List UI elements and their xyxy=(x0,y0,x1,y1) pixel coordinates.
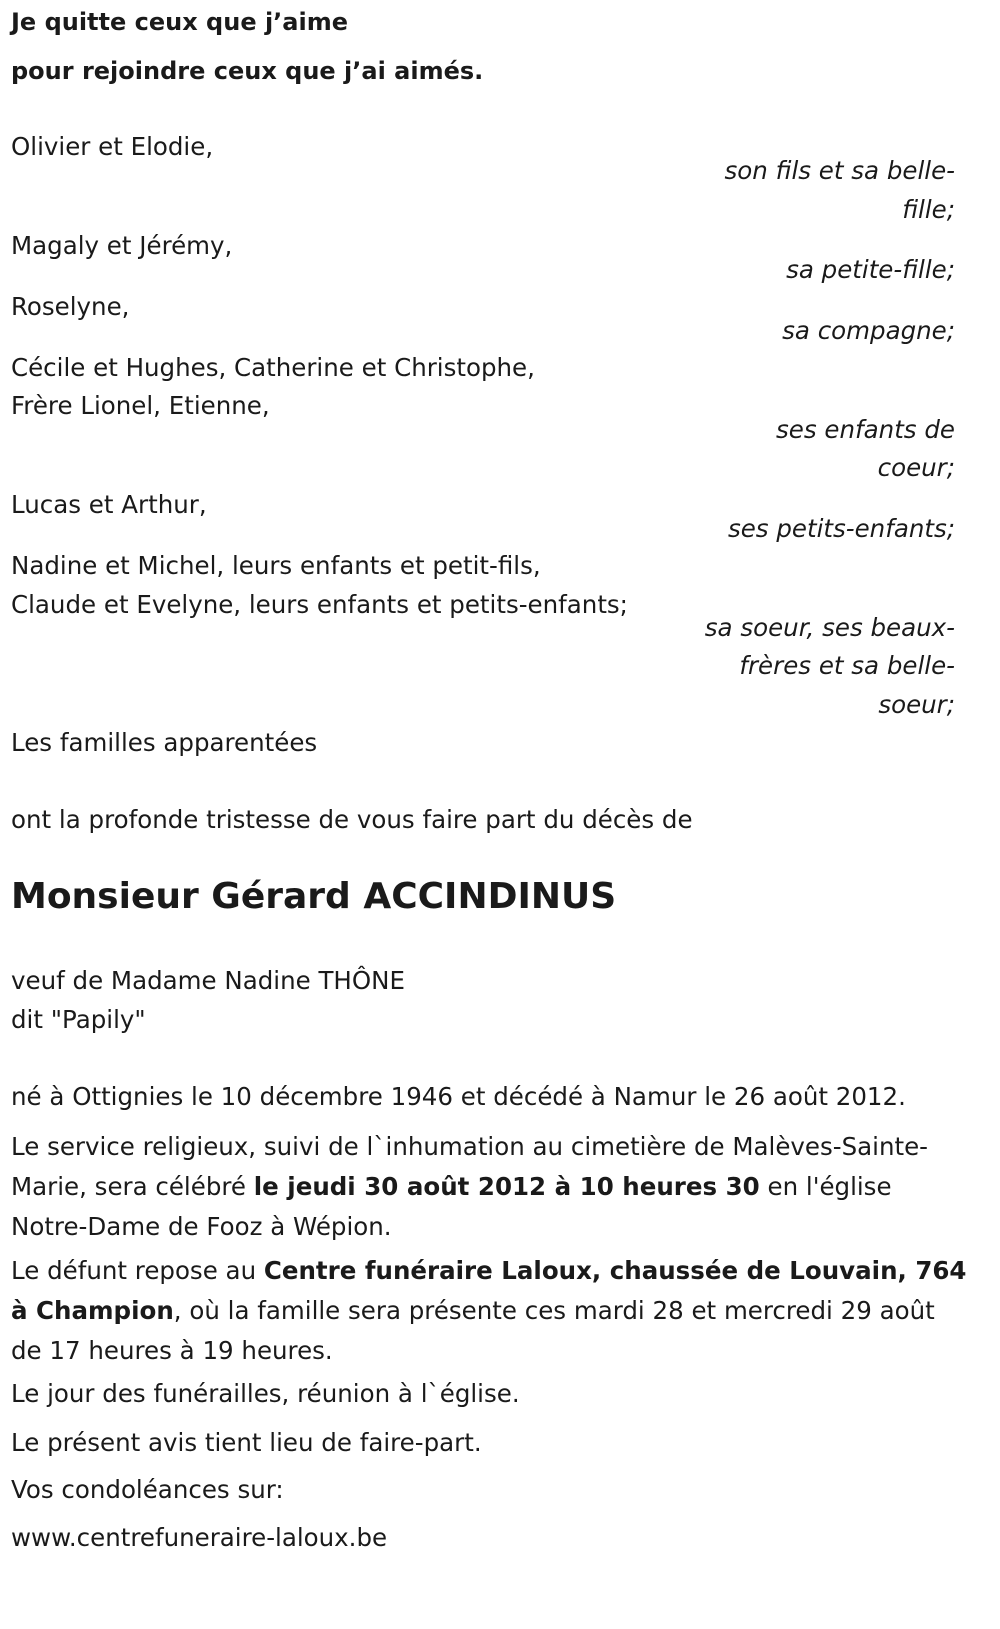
family-magaly: Magaly et Jérémy, xyxy=(11,231,233,260)
motto-line-2: pour rejoindre ceux que j’ai aimés. xyxy=(11,57,484,85)
condolences-line: Vos condoléances sur: xyxy=(11,1475,284,1504)
relation-son-cont: fille; xyxy=(902,195,955,224)
relation-siblings-cont: frères et sa belle- xyxy=(739,651,955,680)
repose-address: Centre funéraire Laloux, chaussée de Louvain, 764 à Champion xyxy=(11,1256,967,1325)
nickname-line: dit "Papily" xyxy=(11,1005,146,1034)
repose-paragraph xyxy=(11,1251,971,1371)
repose-text: Le défunt repose au xyxy=(11,1256,264,1285)
birth-death-line: né à Ottignies le 10 décembre 1946 et décédé à Namur le 26 août 2012. xyxy=(11,1082,906,1111)
family-roselyne: Roselyne, xyxy=(11,292,130,321)
repose-hours: , où la famille sera présente ces mardi 28 et mercredi 29 août de 17 heures à 19 heures. xyxy=(11,1296,935,1365)
website-link[interactable]: www.centrefuneraire-laloux.be xyxy=(11,1523,388,1552)
relation-children: ses enfants de xyxy=(776,415,955,444)
family-children-line-1: Cécile et Hughes, Catherine et Christophe, xyxy=(11,353,535,382)
family-grandchildren: Lucas et Arthur, xyxy=(11,490,207,519)
relation-siblings-end: soeur; xyxy=(878,690,955,719)
service-text: Le service religieux, suivi de l`inhumation au cimetière de Malèves-Sainte-Marie, sera célébré xyxy=(11,1132,929,1201)
announcement-text: ont la profonde tristesse de vous faire part du décès de xyxy=(11,805,693,834)
relation-grandchildren: ses petits-enfants; xyxy=(727,514,955,543)
deceased-name: Monsieur Gérard ACCINDINUS xyxy=(11,876,617,917)
relation-partner: sa compagne; xyxy=(782,316,955,345)
family-siblings-line-2: Claude et Evelyne, leurs enfants et petits-enfants; xyxy=(11,590,628,619)
motto-line-1: Je quitte ceux que j’aime xyxy=(11,8,349,36)
family-siblings-line-1: Nadine et Michel, leurs enfants et petit-fils, xyxy=(11,551,541,580)
service-location: en l'église Notre-Dame de Fooz à Wépion. xyxy=(11,1172,892,1241)
relation-siblings: sa soeur, ses beaux- xyxy=(704,613,955,642)
funeral-day-line: Le jour des funérailles, réunion à l`église. xyxy=(11,1379,520,1408)
family-olivier: Olivier et Elodie, xyxy=(11,132,214,161)
service-date: le jeudi 30 août 2012 à 10 heures 30 xyxy=(253,1172,760,1201)
family-children-line-2: Frère Lionel, Etienne, xyxy=(11,391,270,420)
family-related: Les familles apparentées xyxy=(11,728,318,757)
relation-son: son fils et sa belle- xyxy=(724,156,955,185)
relation-granddaughter: sa petite-fille; xyxy=(786,255,955,284)
notice-line: Le présent avis tient lieu de faire-part. xyxy=(11,1428,482,1457)
service-paragraph xyxy=(11,1127,971,1247)
widower-line: veuf de Madame Nadine THÔNE xyxy=(11,966,405,995)
relation-children-cont: coeur; xyxy=(877,453,955,482)
